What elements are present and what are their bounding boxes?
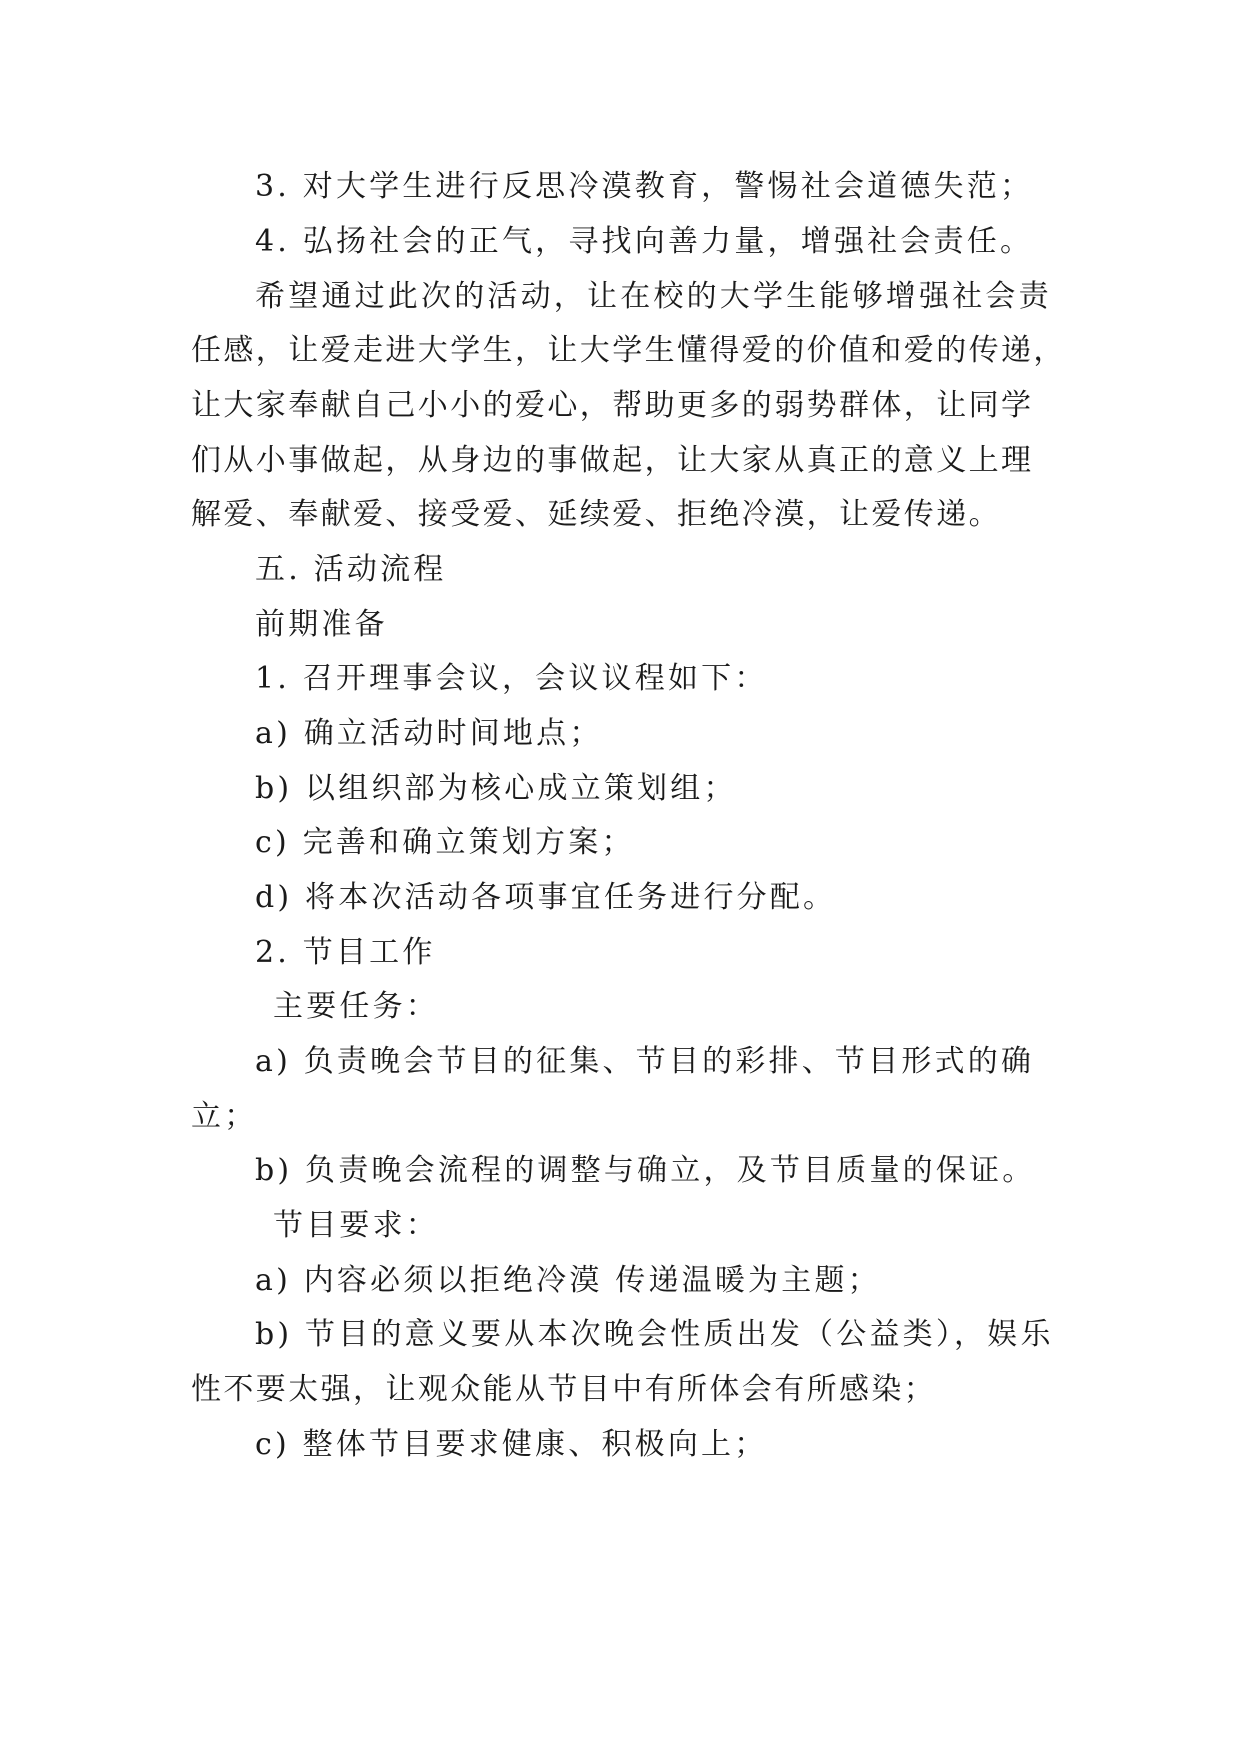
list-item: b) 以组织部为核心成立策划组； [255, 771, 737, 806]
list-item: d) 将本次活动各项事宜任务进行分配。 [255, 880, 837, 915]
subsection-heading: 节目要求： [273, 1208, 439, 1243]
list-item: b) 节目的意义要从本次晚会性质出发（公益类），娱乐 [255, 1317, 1054, 1352]
list-item: 2. 节目工作 [255, 935, 436, 970]
list-item: a) 内容必须以拒绝冷漠 传递温暖为主题； [255, 1263, 881, 1298]
list-item: 1. 召开理事会议，会议议程如下： [255, 661, 768, 696]
paragraph-line: 立； [191, 1099, 258, 1134]
list-item: c) 完善和确立策划方案； [255, 825, 635, 860]
list-item: b) 负责晚会流程的调整与确立，及节目质量的保证。 [255, 1153, 1036, 1188]
paragraph-line: 任感，让爱走进大学生，让大学生懂得爱的价值和爱的传递， [191, 333, 1066, 368]
subsection-heading: 主要任务： [273, 989, 439, 1024]
list-item: 3. 对大学生进行反思冷漠教育，警惕社会道德失范； [255, 169, 1034, 204]
list-item: a) 负责晚会节目的征集、节目的彩排、节目形式的确 [255, 1044, 1035, 1079]
section-heading: 五. 活动流程 [255, 552, 447, 587]
paragraph-line: 们从小事做起，从身边的事做起，让大家从真正的意义上理 [191, 443, 1034, 478]
paragraph-line: 性不要太强，让观众能从节目中有所体会有所感染； [191, 1372, 937, 1407]
list-item: a) 确立活动时间地点； [255, 716, 603, 751]
paragraph-line: 让大家奉献自己小小的爱心，帮助更多的弱势群体，让同学 [191, 388, 1034, 423]
list-item: 4. 弘扬社会的正气，寻找向善力量，增强社会责任。 [255, 224, 1034, 259]
list-item: c) 整体节目要求健康、积极向上； [255, 1427, 768, 1462]
subsection-heading: 前期准备 [255, 607, 388, 642]
paragraph-line: 解爱、奉献爱、接受爱、延续爱、拒绝冷漠，让爱传递。 [191, 497, 1001, 532]
paragraph-line: 希望通过此次的活动，让在校的大学生能够增强社会责 [255, 279, 1052, 314]
